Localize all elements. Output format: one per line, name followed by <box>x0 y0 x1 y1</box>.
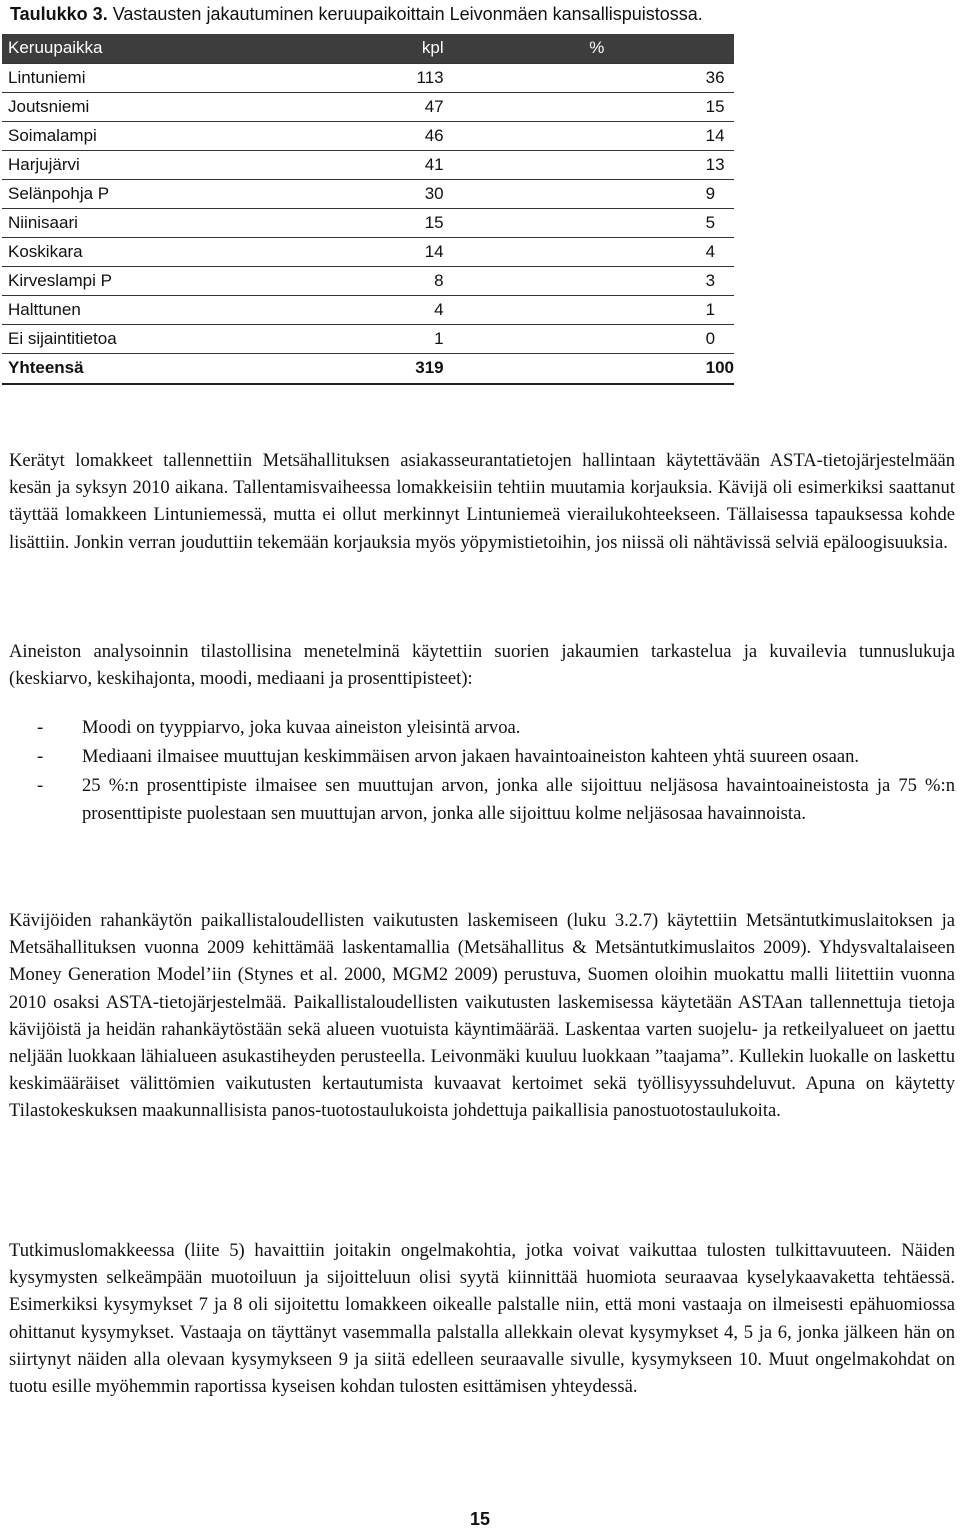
methods-list <box>9 714 955 829</box>
cell-count: 8 <box>348 266 444 295</box>
cell-location: Kirveslampi P <box>2 266 348 295</box>
table-row <box>2 266 734 295</box>
total-label: Yhteensä <box>2 353 348 384</box>
cell-percent: 9 <box>444 179 734 208</box>
cell-count: 113 <box>348 63 444 92</box>
cell-location: Joutsniemi <box>2 92 348 121</box>
total-percent: 100 <box>444 353 734 384</box>
paragraph-data-entry: Kerätyt lomakkeet tallennettiin Metsähallituksen asiakasseurantatietojen hallintaan käytettävään ASTA-tietojärjestelmään kesän ja syksyn 2010 aikana. Tallentamisvaiheessa lomakkeisiin tehtiin muutamia korjauksia. Kävijä oli esimerkiksi saattanut täyttää lomakkeen Lintuniemessä, mutta ei ollut merkinnyt Lintuniemeä vierailukohteekseen. Tällaisessa tapauksessa kohde lisättiin. Jonkin verran jouduttiin tekemään korjauksia myös yöpymistietoihin, jos niissä oli nähtävissä selviä epäloogisuuksia. <box>9 450 955 553</box>
column-header-percent: % <box>444 34 734 63</box>
cell-percent: 13 <box>444 150 734 179</box>
paragraph-methods: Aineiston analysoinnin tilastollisina menetelminä käytettiin suorien jakaumien tarkastelua ja kuvailevia tunnuslukuja (keskiarvo, keskihajonta, moodi, mediaani ja prosenttipisteet): <box>9 641 955 690</box>
results-table <box>2 34 734 385</box>
list-item: - Mediaani ilmaisee muuttujan keskimmäisen arvon jakaen havaintoaineiston kahteen yhtä suureen osaan. <box>37 746 860 768</box>
list-item: - 25 %:n prosenttipiste ilmaisee sen muuttujan arvon, jonka alle sijoittuu neljäsosa havaintoaineistosta ja 75 %:n prosenttipiste puolestaan sen muuttujan arvon, jonka alle sijoittuu kolme neljäsosaa havainnoista. <box>37 775 955 824</box>
cell-location: Niinisaari <box>2 208 348 237</box>
cell-location: Lintuniemi <box>2 63 348 92</box>
cell-count: 46 <box>348 121 444 150</box>
caption-label: Taulukko 3. <box>10 4 108 24</box>
table-row <box>2 295 734 324</box>
cell-location: Selänpohja P <box>2 179 348 208</box>
cell-count: 41 <box>348 150 444 179</box>
cell-percent: 5 <box>444 208 734 237</box>
caption-text: Vastausten jakautuminen keruupaikoittain Leivonmäen kansallispuistossa. <box>112 4 703 24</box>
cell-count: 47 <box>348 92 444 121</box>
list-item-text: 25 %:n prosenttipiste ilmaisee sen muuttujan arvon, jonka alle sijoittuu neljäsosa havaintoaineistosta ja 75 %:n prosenttipiste puolestaan sen muuttujan arvon, jonka alle sijoittuu kolme neljäsosaa havainnoista. <box>82 775 955 824</box>
column-header-keruupaikka: Keruupaikka <box>2 34 348 63</box>
table-row <box>2 121 734 150</box>
list-item: - Moodi on tyyppiarvo, joka kuvaa aineiston yleisintä arvoa. <box>37 717 521 738</box>
table-row <box>2 179 734 208</box>
column-header-kpl: kpl <box>348 34 444 63</box>
cell-count: 4 <box>348 295 444 324</box>
cell-percent: 36 <box>444 63 734 92</box>
cell-percent: 3 <box>444 266 734 295</box>
table-caption <box>10 4 955 24</box>
cell-location: Harjujärvi <box>2 150 348 179</box>
cell-count: 14 <box>348 237 444 266</box>
table-row <box>2 150 734 179</box>
cell-location: Ei sijaintitietoa <box>2 324 348 353</box>
cell-percent: 15 <box>444 92 734 121</box>
cell-location: Halttunen <box>2 295 348 324</box>
cell-percent: 1 <box>444 295 734 324</box>
cell-count: 1 <box>348 324 444 353</box>
table-total-row <box>2 353 734 384</box>
table-row <box>2 237 734 266</box>
page-number: 15 <box>469 1509 491 1529</box>
list-item-text: Mediaani ilmaisee muuttujan keskimmäisen arvon jakaen havaintoaineiston kahteen yhtä suureen osaan. <box>82 746 860 768</box>
table-row <box>2 324 734 353</box>
cell-location: Soimalampi <box>2 121 348 150</box>
paragraph-questionnaire-issues: Tutkimuslomakkeessa (liite 5) havaittiin joitakin ongelmakohtia, jotka voivat vaikuttaa tulosten tulkittavuuteen. Näiden kysymysten selkeämpään muotoiluun ja sijoitteluun olisi syytä kiinnittää huomiota seuraavaa kyselykaavaketta tehtäessä. Esimerkiksi kysymykset 7 ja 8 oli sijoitettu lomakkeen oikealle palstalle niin, että moni vastaaja on ilmeisesti epähuomiossa ohittanut kysymykset. Vastaaja on täyttänyt vasemmalla palstalla allekkain olevat kysymykset 4, 5 ja 6, jonka jälkeen hän on siirtynyt näiden alla olevaan kysymykseen 9 ja siitä edelleen seuraavalle sivulle, kysymykseen 10. Muut ongelmakohdat on tuotu esille myöhemmin raportissa kyseisen kohdan tulosten esittämisen yhteydessä. <box>9 1240 955 1398</box>
table-row <box>2 208 734 237</box>
total-count: 319 <box>348 353 444 384</box>
cell-percent: 14 <box>444 121 734 150</box>
table-header-row <box>2 34 734 63</box>
table-row <box>2 63 734 92</box>
cell-count: 15 <box>348 208 444 237</box>
cell-percent: 4 <box>444 237 734 266</box>
cell-location: Koskikara <box>2 237 348 266</box>
table-row <box>2 92 734 121</box>
paragraph-economic-impact: Kävijöiden rahankäytön paikallistaloudellisten vaikutusten laskemiseen (luku 3.2.7) käytettiin Metsäntutkimuslaitoksen ja Metsähallituksen vuonna 2009 kehittämää laskentamallia (Metsähallitus & Metsäntutkimuslaitos 2009). Yhdysvaltalaiseen Money Generation Model’iin (Stynes et al. 2000, MGM2 2009) perustuva, Suomen oloihin muokattu malli liitettiin vuonna 2010 osaksi ASTA-tietojärjestelmää. Paikallistaloudellisten vaikutusten laskemisessa käytetään ASTAan tallennettuja tietoja kävijöistä ja heidän rahankäytöstään sekä alueen vuotuista käyntimäärää. Laskentaa varten suojelu- ja retkeilyalueet on jaettu neljään luokkaan lähialueen asukastiheyden perusteella. Leivonmäki kuuluu luokkaan ”taajama”. Kullekin luokalle on laskettu keskimääräiset välittömien vaikutusten kertautumista kuvaavat kertoimet sekä työllisyyssuhdeluvut. Apuna on käytetty Tilastokeskuksen maakunnallisista panos-tuotostaulukoista johdettuja paikallisia panostuotostaulukoita. <box>9 910 955 1122</box>
cell-percent: 0 <box>444 324 734 353</box>
cell-count: 30 <box>348 179 444 208</box>
list-item-text: Moodi on tyyppiarvo, joka kuvaa aineiston yleisintä arvoa. <box>82 717 521 738</box>
